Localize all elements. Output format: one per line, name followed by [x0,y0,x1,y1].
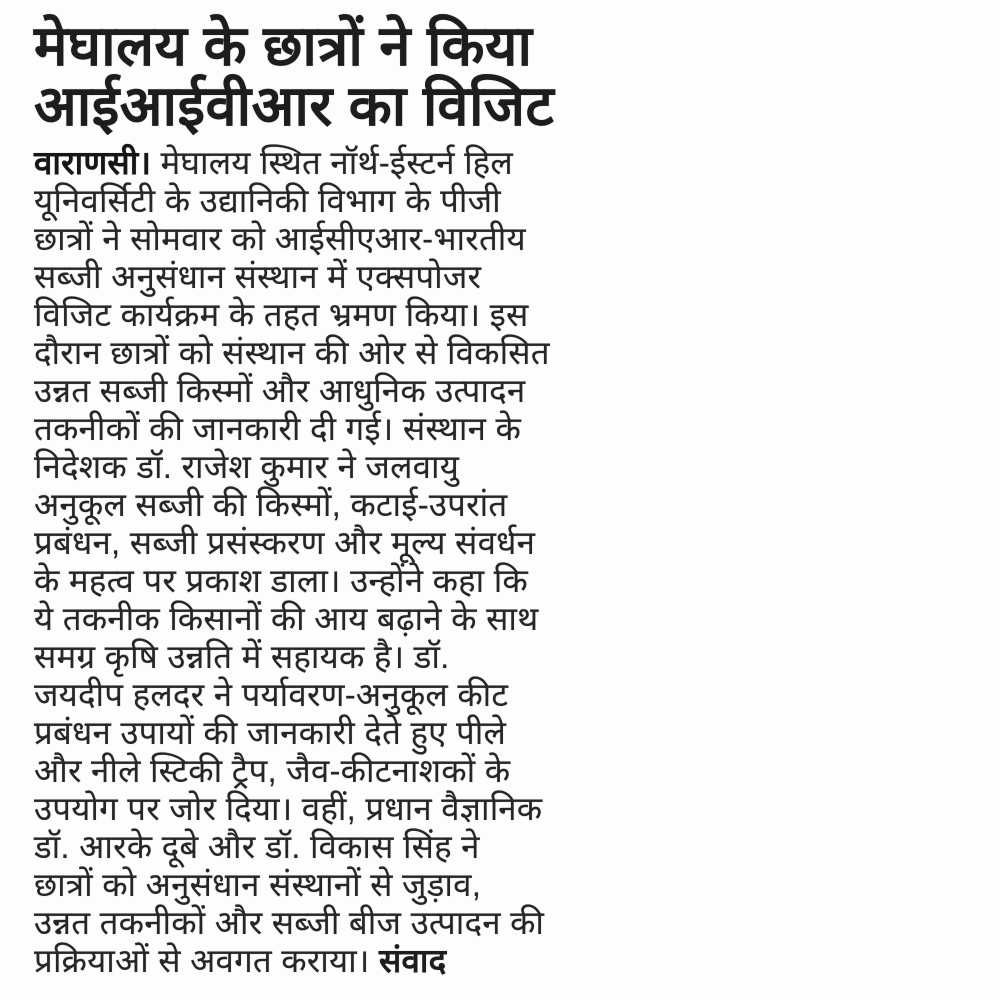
body-line: विजिट कार्यक्रम के तहत भ्रमण किया। इस [34,296,529,333]
body-lines [34,182,972,942]
body-line: अनुकूल सब्जी की किस्मों, कटाई-उपरांत [34,486,508,523]
body-line: छात्रों को अनुसंधान संस्थानों से जुड़ाव, [34,866,482,903]
body-lead-line [34,144,972,182]
body-line: के महत्व पर प्रकाश डाला। उन्होंने कहा कि [34,562,528,599]
article-headline [34,16,972,136]
body-line: तकनीकों की जानकारी दी गई। संस्थान के [34,410,522,447]
body-line: प्रबंधन, सब्जी प्रसंस्करण और मूल्य संवर्धन [34,524,536,561]
body-line: और नीले स्टिकी ट्रैप, जैव-कीटनाशकों के [34,752,511,789]
body-line: ये तकनीक किसानों की आय बढ़ाने के साथ [34,600,539,637]
body-line: समग्र कृषि उन्नति में सहायक है। डॉ. [34,638,450,675]
body-line: सब्जी अनुसंधान संस्थान में एक्सपोजर [34,258,482,295]
body-last-line [34,942,972,980]
article-body [34,144,972,980]
lead-text: मेघालय स्थित नॉर्थ-ईस्टर्न हिल [151,144,513,181]
dateline: वाराणसी। [34,144,152,181]
headline-line-1: मेघालय के छात्रों ने किया [34,14,533,77]
correspondent-credit: संवाद [379,942,447,979]
last-line-text: प्रक्रियाओं से अवगत कराया। [34,942,379,979]
body-line: उन्नत तकनीकों और सब्जी बीज उत्पादन की [34,904,545,941]
body-line: निदेशक डॉ. राजेश कुमार ने जलवायु [34,448,460,485]
body-line: यूनिवर्सिटी के उद्यानिकी विभाग के पीजी [34,182,501,219]
body-line: प्रबंधन उपायों की जानकारी देते हुए पीले [34,714,507,751]
headline-line-2: आईआईवीआर का विजिट [34,74,555,137]
body-line: दौरान छात्रों को संस्थान की ओर से विकसित [34,334,550,371]
body-line: उन्नत सब्जी किस्मों और आधुनिक उत्पादन [34,372,526,409]
body-line: डॉ. आरके दूबे और डॉ. विकास सिंह ने [34,828,480,865]
body-line: जयदीप हलदर ने पर्यावरण-अनुकूल कीट [34,676,509,713]
body-line: उपयोग पर जोर दिया। वहीं, प्रधान वैज्ञानिक [34,790,543,827]
body-line: छात्रों ने सोमवार को आईसीएआर-भारतीय [34,220,526,257]
